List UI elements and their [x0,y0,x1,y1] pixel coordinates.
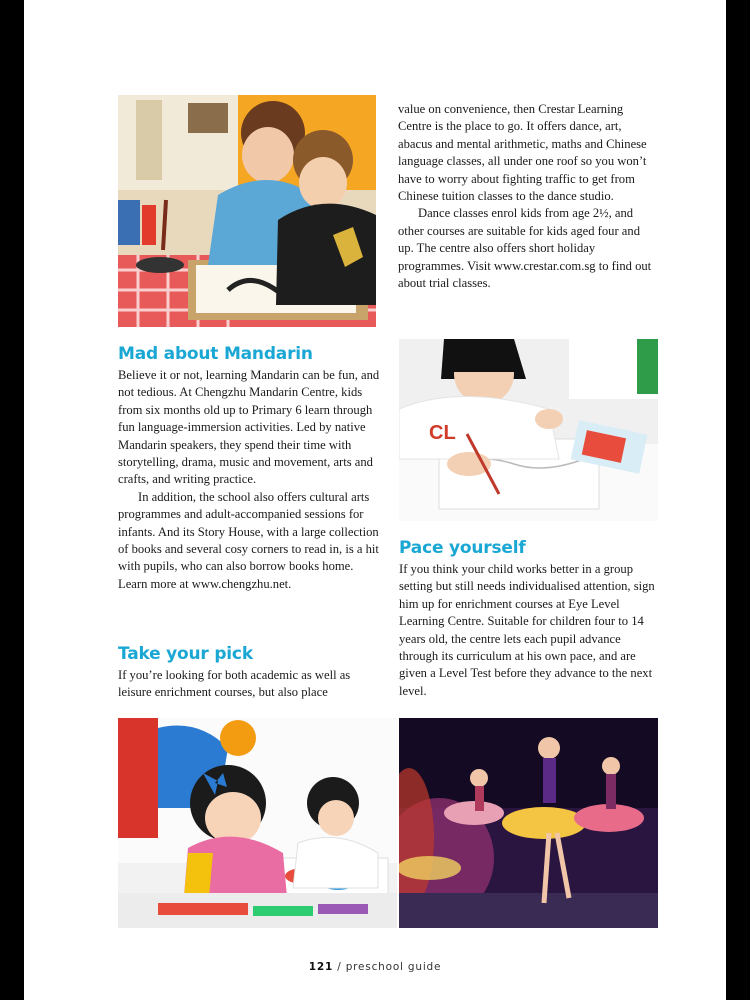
photo-girls-drawing [118,718,397,928]
mandarin-paragraph-2: In addition, the school also offers cultural arts programmes and adult-accompanied sessions for infants. And its Story House, with a large collection of books and several cosy corners to read in, is a hit with pupils, who can also borrow books home. Learn more at www.chengzhu.net. [118,489,379,591]
svg-text:CL: CL [429,422,456,444]
section-heading-mad-about-mandarin: Mad about Mandarin [118,344,313,364]
section-heading-pace-yourself: Pace yourself [399,538,526,558]
intro-continued-text [398,101,658,292]
publication-name: preschool guide [345,961,442,973]
intro-paragraph-2: Dance classes enrol kids from age 2½, and other courses are suitable for kids aged four and up. The centre also offers short holiday programmes. Visit www.crestar.com.sg to find out about trial classes. [398,206,652,291]
photo-calligraphy-lesson [118,95,376,327]
section-heading-take-your-pick: Take your pick [118,644,253,664]
page-number: 121 [308,961,334,973]
mandarin-paragraph-1: Believe it or not, learning Mandarin can be fun, and not tedious. At Chengzhu Mandarin Centre, kids from six months old up to Primary 6 learn through fun language-immersion activities. Led by native Mandarin speakers, they spend their time with storytelling, drama, music and movement, arts and crafts, and writing practice. [118,368,380,487]
photo-boy-writing [399,339,658,521]
magazine-page [24,0,726,1000]
section-body-mad-about-mandarin [118,367,383,593]
section-body-take-your-pick [118,667,383,702]
page-footer [24,961,726,973]
intro-paragraph-1: value on convenience, then Crestar Learning Centre is the place to go. It offers dance, art, abacus and mental arithmetic, maths and Chinese language classes, all under one roof so you won’t have to worry about fighting traffic to get from Chinese tuition classes to the dance studio. [398,102,647,204]
footer-separator: / [333,961,346,973]
pace-yourself-paragraph-1: If you think your child works better in a group setting but still needs individualised attention, sign him up for enrichment courses at Eye Level Learning Centre. Suitable for children four to 14 years old, the centre lets each pupil advance through its curriculum at his own pace, and are given a Level Test before they advance to the next level. [399,562,655,698]
photo-ballet-performance [399,718,658,928]
take-your-pick-paragraph-1: If you’re looking for both academic as well as leisure enrichment courses, but also place [118,668,351,700]
section-body-pace-yourself [399,561,659,700]
